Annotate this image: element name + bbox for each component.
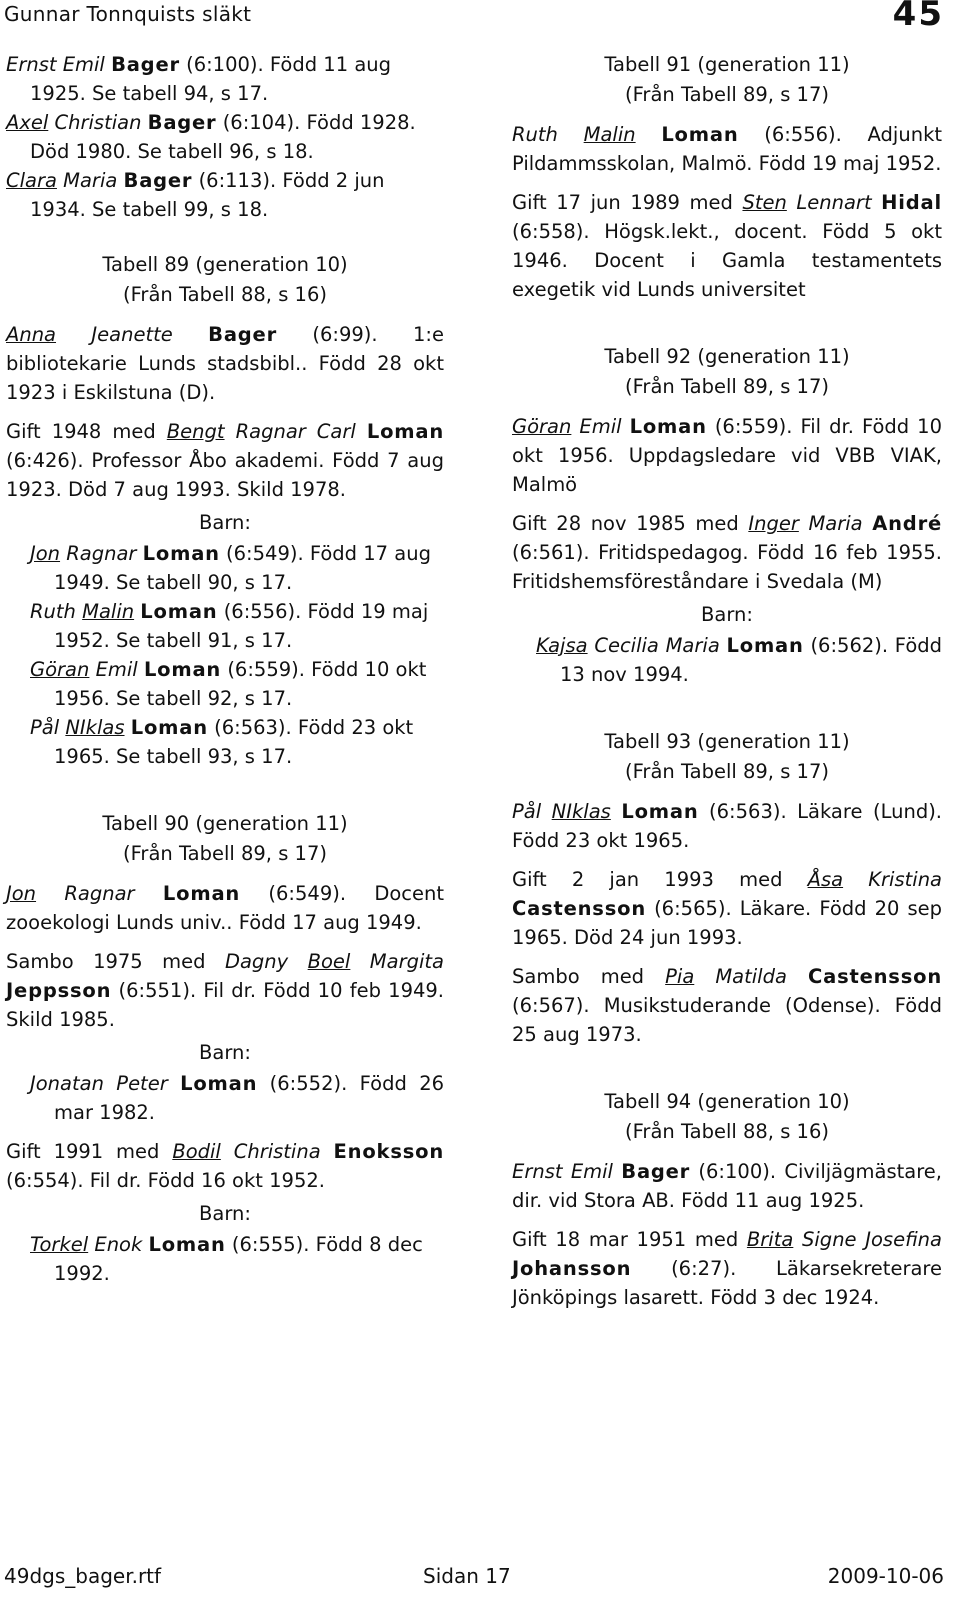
main-person: Ruth Malin Loman (6:556). Adjunkt Pildammsskolan, Malmö. Född 19 maj 1952. (512, 123, 943, 175)
table-heading: Tabell 93 (generation 11) (604, 730, 850, 753)
table-source: (Från Tabell 89, s 17) (625, 760, 829, 783)
main-person: Ernst Emil Bager (6:100). Civiljägmästare, dir. vid Stora AB. Född 11 aug 1925. (512, 1160, 942, 1212)
child-entry: Torkel Enok Loman (6:555). Född 8 dec 1992. (30, 1233, 423, 1285)
right-column (512, 50, 942, 1312)
spouse-entry: Gift 28 nov 1985 med Inger Maria André (6:561). Fritidspedagog. Född 16 feb 1955. Fritidshemsföreståndare i Svedala (M) (512, 512, 943, 593)
table-89 (6, 250, 444, 771)
table-source: (Från Tabell 88, s 16) (123, 283, 327, 306)
children-heading: Barn: (199, 511, 251, 534)
child-entry: Göran Emil Loman (6:559). Född 10 okt 1956. Se tabell 92, s 17. (30, 658, 427, 710)
child-entry: Pål NIklas Loman (6:563). Född 23 okt 1965. Se tabell 93, s 17. (30, 716, 414, 768)
person-entry: Ernst Emil Bager (6:100). Född 11 aug 1925. Se tabell 94, s 17. (6, 53, 392, 105)
child-entry: Jon Ragnar Loman (6:549). Född 17 aug 1949. Se tabell 90, s 17. (30, 542, 431, 594)
table-90 (6, 809, 444, 1288)
table-92 (512, 342, 942, 689)
children-heading: Barn: (701, 603, 753, 626)
table-source: (Från Tabell 88, s 16) (625, 1120, 829, 1143)
spouse-entry: Gift 1991 med Bodil Christina Enoksson (6:554). Fil dr. Född 16 okt 1952. (6, 1140, 445, 1192)
table-source: (Från Tabell 89, s 17) (625, 83, 829, 106)
person-entry: Axel Christian Bager (6:104). Född 1928. Död 1980. Se tabell 96, s 18. (6, 111, 416, 163)
table-source: (Från Tabell 89, s 17) (625, 375, 829, 398)
table-heading: Tabell 94 (generation 10) (604, 1090, 850, 1113)
main-person: Anna Jeanette Bager (6:99). 1:e bibliotekarie Lunds stadsbibl.. Född 28 okt 1923 i Eskilstuna (D). (6, 323, 444, 404)
table-93 (512, 727, 942, 1049)
main-person: Jon Ragnar Loman (6:549). Docent zooekologi Lunds univ.. Född 17 aug 1949. (6, 882, 445, 934)
children-heading: Barn: (199, 1202, 251, 1225)
person-entry: Clara Maria Bager (6:113). Född 2 jun 1934. Se tabell 99, s 18. (6, 169, 385, 221)
child-entry: Kajsa Cecilia Maria Loman (6:562). Född 13 nov 1994. (536, 634, 943, 686)
table-heading: Tabell 89 (generation 10) (102, 253, 348, 276)
spouse-entry: Gift 17 jun 1989 med Sten Lennart Hidal (6:558). Högsk.lekt., docent. Född 5 okt 1946. Docent i Gamla testamentets exegetik vid Lunds universitet (512, 191, 942, 301)
footer-page: Sidan 17 (423, 1564, 511, 1588)
main-person: Pål NIklas Loman (6:563). Läkare (Lund). Född 23 okt 1965. (512, 800, 943, 852)
spouse-entry: Gift 2 jan 1993 med Åsa Kristina Castensson (6:565). Läkare. Född 20 sep 1965. Död 24 jun 1993. (512, 868, 943, 949)
footer-date: 2009-10-06 (827, 1564, 944, 1588)
page-number: 45 (892, 0, 944, 34)
child-entry: Jonatan Peter Loman (6:552). Född 26 mar 1982. (30, 1072, 445, 1124)
main-person: Göran Emil Loman (6:559). Fil dr. Född 10 okt 1956. Uppdagsledare vid VBB VIAK, Malmö (512, 415, 942, 496)
table-91 (512, 50, 942, 304)
partner-entry: Sambo med Pia Matilda Castensson (6:567). Musikstuderande (Odense). Född 25 aug 1973. (512, 965, 942, 1046)
partner-entry: Sambo 1975 med Dagny Boel Margita Jeppsson (6:551). Fil dr. Född 10 feb 1949. Skild 1985. (6, 950, 445, 1031)
table-heading: Tabell 92 (generation 11) (604, 345, 850, 368)
child-entry: Ruth Malin Loman (6:556). Född 19 maj 1952. Se tabell 91, s 17. (30, 600, 429, 652)
children-heading: Barn: (199, 1041, 251, 1064)
footer-filename: 49dgs_bager.rtf (4, 1564, 162, 1588)
table-94 (512, 1087, 942, 1312)
running-header-title: Gunnar Tonnquists släkt (4, 2, 252, 26)
spouse-entry: Gift 18 mar 1951 med Brita Signe Josefina Johansson (6:27). Läkarsekreterare Jönköpings lasarett. Född 3 dec 1924. (512, 1228, 942, 1309)
left-column (6, 50, 444, 1288)
table-heading: Tabell 90 (generation 11) (102, 812, 348, 835)
table-heading: Tabell 91 (generation 11) (604, 53, 850, 76)
spouse-entry: Gift 1948 med Bengt Ragnar Carl Loman (6:426). Professor Åbo akademi. Född 7 aug 1923. Död 7 aug 1993. Skild 1978. (6, 420, 445, 501)
table-source: (Från Tabell 89, s 17) (123, 842, 327, 865)
